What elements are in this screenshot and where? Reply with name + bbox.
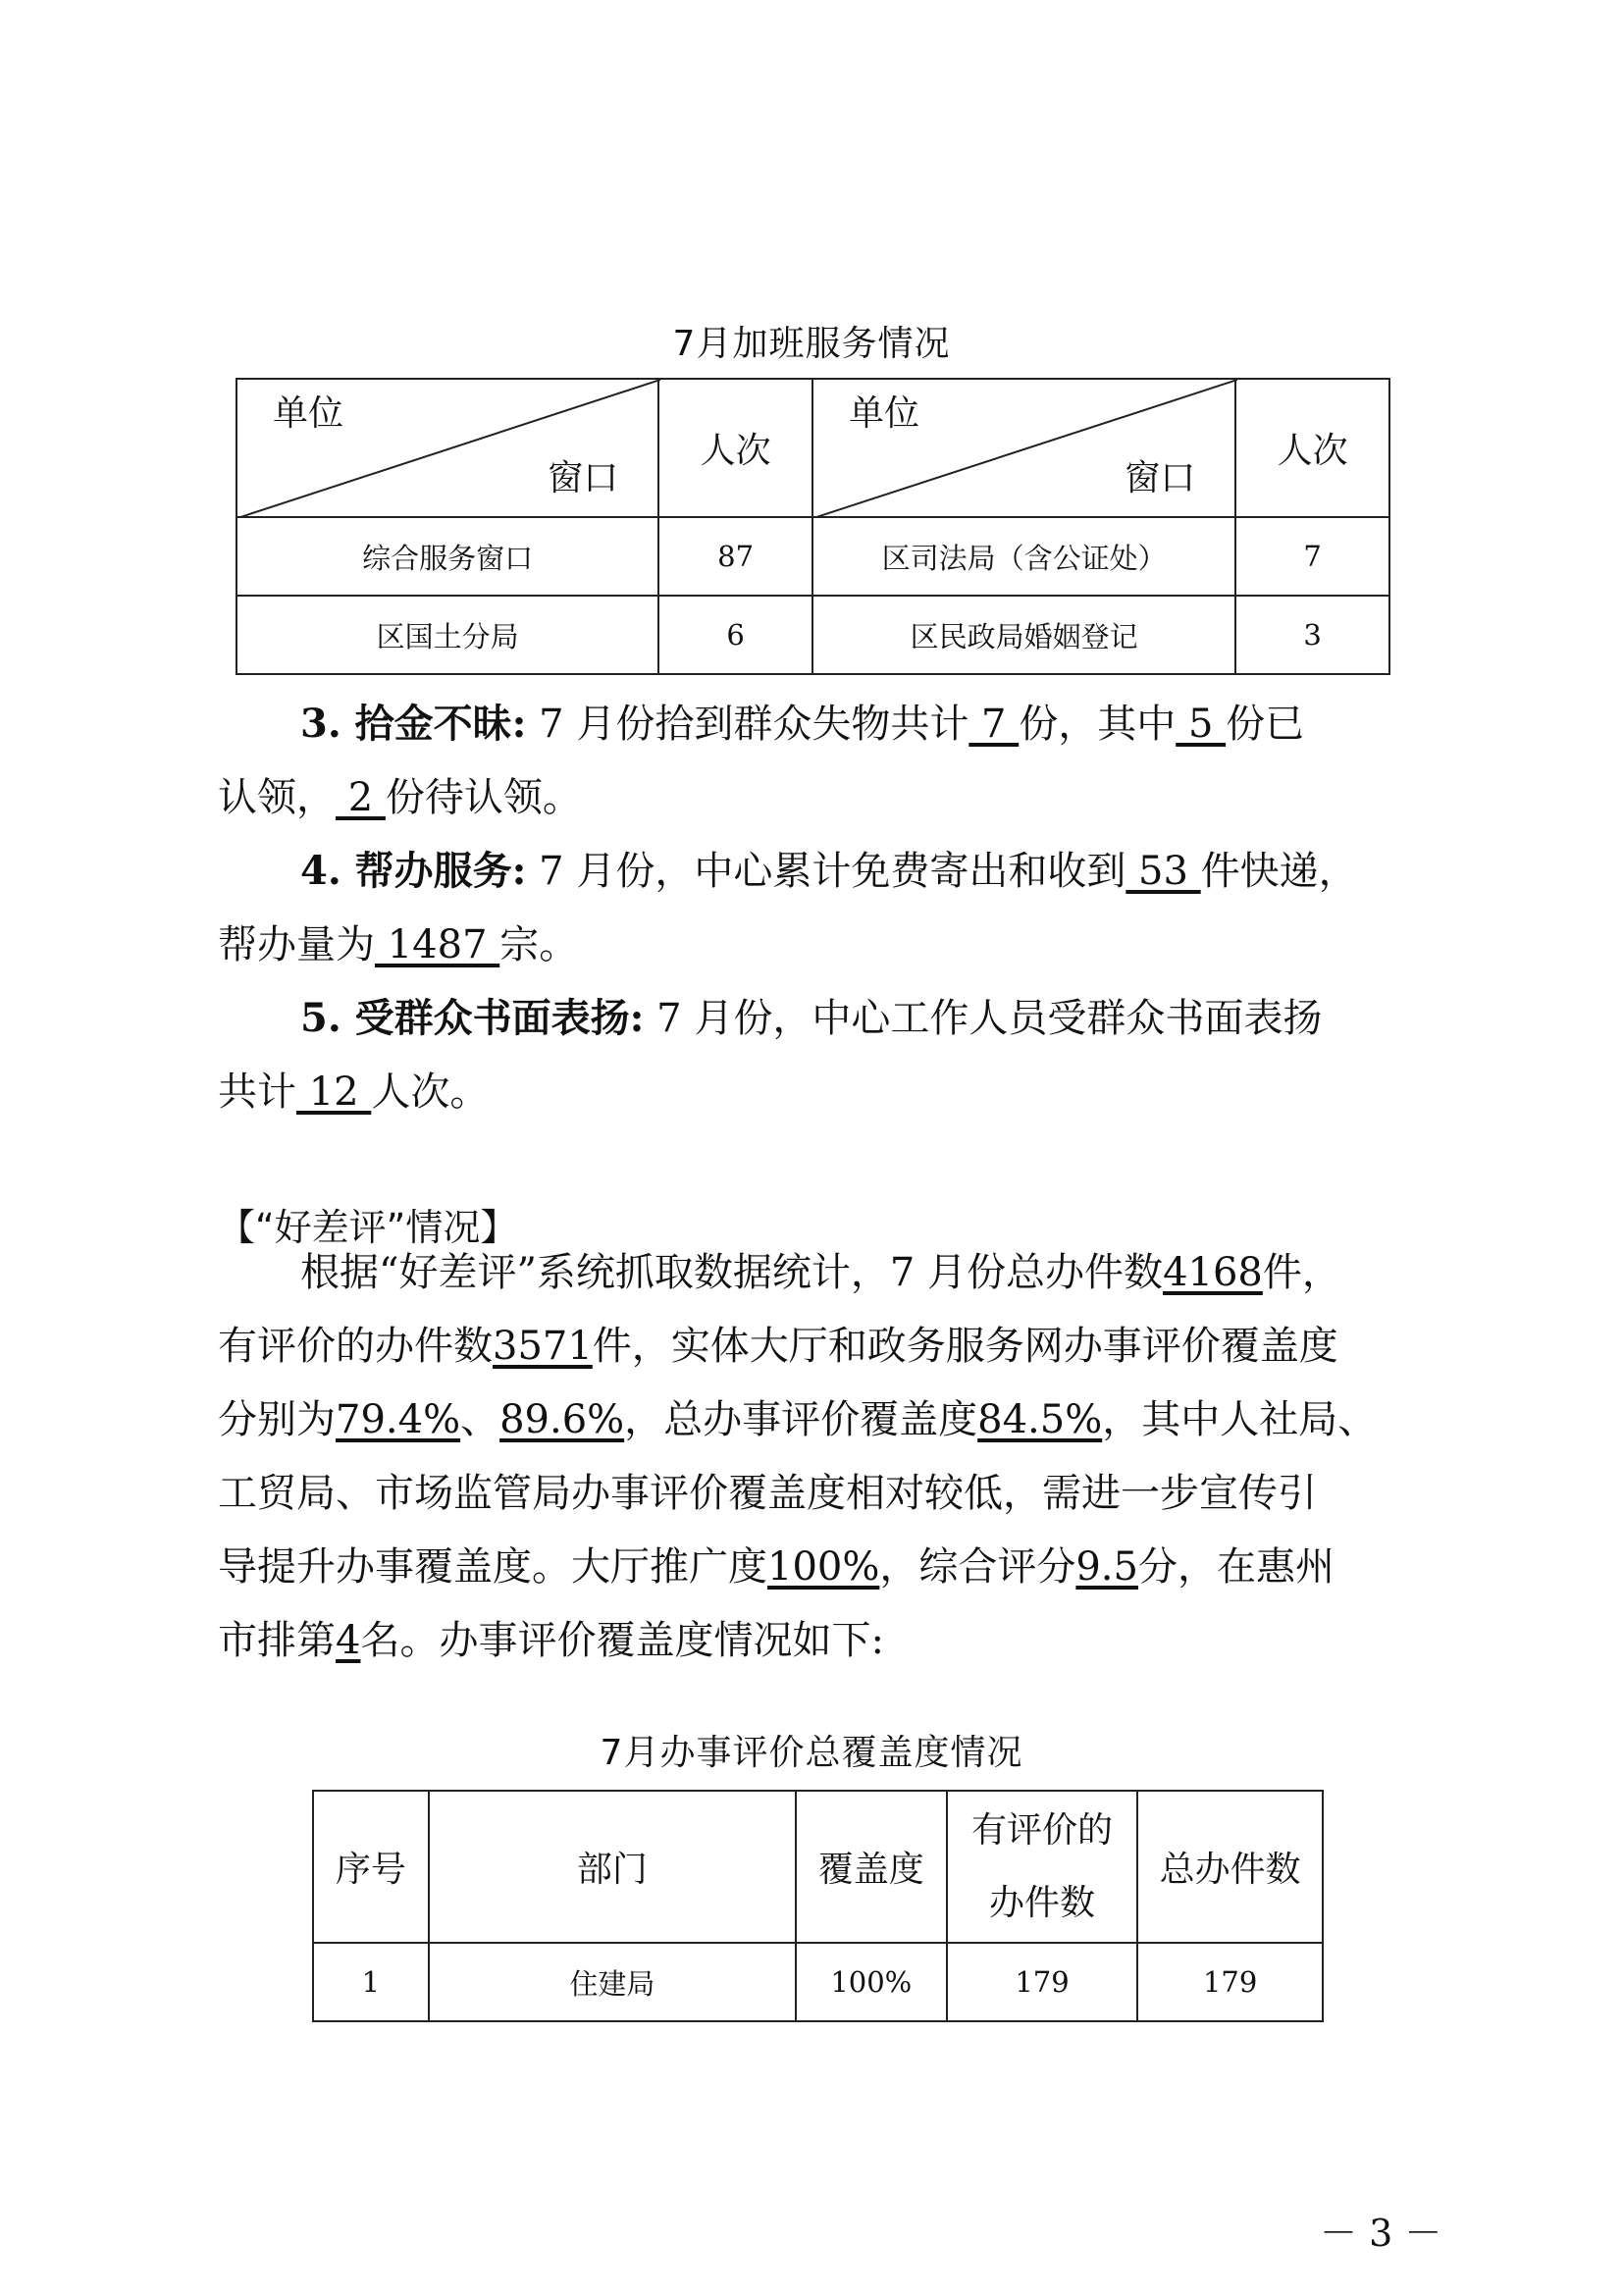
count-value: 3 (1235, 596, 1389, 674)
table-row (236, 517, 1389, 596)
overtime-table (236, 378, 1390, 675)
header-unit: 单位 (273, 393, 344, 434)
seq-value: 1 (313, 1943, 429, 2021)
dept-value: 住建局 (429, 1943, 796, 2021)
header-dept: 部门 (429, 1791, 796, 1943)
window-name: 区国土分局 (236, 596, 658, 674)
header-coverage: 覆盖度 (796, 1791, 947, 1943)
section-title: 【“好差评”情况】 (218, 1206, 518, 1249)
count-value: 6 (658, 596, 812, 674)
header-seq: 序号 (313, 1791, 429, 1943)
header-count: 人次 (658, 379, 812, 517)
overtime-table-header (236, 379, 1389, 517)
header-rated: 有评价的 办件数 (947, 1791, 1138, 1943)
claimed-items: 5 (1176, 702, 1227, 747)
coverage-table (312, 1790, 1324, 2022)
evaluation-paragraph: 根据“好差评”系统抓取数据统计，7 月份总办件数4168件， 有评价的办件数3571件，实体大厅和政务服务网办事评价覆盖度 分别为79.4%、89.6%，总办事评价覆盖度84.5%，其中人社局、 工贸局、市场监管局办事评价覆盖度相对较低，需进一步宣传引 导提升办事覆盖度。大厅推广度100%，综合评分9.5分，在惠州 市排第4名。办事评价覆盖度情况如下: (218, 1250, 1378, 1663)
header-window: 窗口 (548, 458, 619, 498)
table-row (313, 1943, 1323, 2021)
table-row (236, 596, 1389, 674)
hall-coverage: 79.4% (336, 1397, 461, 1442)
express-count: 53 (1126, 849, 1201, 894)
header-window: 窗口 (1125, 458, 1196, 498)
item-5-paragraph: 5. 受群众书面表扬: 7 月份，中心工作人员受群众书面表扬 共计 12 人次。 (218, 995, 1323, 1115)
item-4-heading: 4. 帮办服务: (300, 848, 527, 894)
pending-items: 2 (336, 775, 386, 820)
window-name: 综合服务窗口 (236, 517, 658, 596)
item-5-heading: 5. 受群众书面表扬: (300, 995, 645, 1041)
window-name: 区民政局婚姻登记 (812, 596, 1235, 674)
praise-count: 12 (296, 1070, 372, 1115)
diagonal-header-cell (236, 379, 658, 517)
item-3-paragraph: 3. 拾金不昧: 7 月份拾到群众失物共计 7 份，其中 5 份已 认领， 2 份待认领。 (218, 701, 1305, 820)
total-value: 179 (1137, 1943, 1323, 2021)
rated-cases: 3571 (493, 1324, 593, 1369)
count-value: 87 (658, 517, 812, 596)
header-count: 人次 (1235, 379, 1389, 517)
item-3-heading: 3. 拾金不昧: (300, 701, 527, 747)
header-total: 总办件数 (1137, 1791, 1323, 1943)
rated-value: 179 (947, 1943, 1138, 2021)
promotion-rate: 100% (767, 1544, 880, 1590)
total-cases: 4168 (1163, 1250, 1263, 1295)
table2-caption: 7月办事评价总覆盖度情况 (600, 1733, 1023, 1773)
table1-caption: 7月加班服务情况 (672, 324, 951, 364)
assist-count: 1487 (375, 922, 500, 967)
city-rank: 4 (336, 1618, 361, 1663)
window-name: 区司法局（含公证处） (812, 517, 1235, 596)
overall-coverage: 84.5% (977, 1397, 1103, 1442)
coverage-value: 100% (796, 1943, 947, 2021)
count-value: 7 (1235, 517, 1389, 596)
page-number: － 3 － (1320, 2212, 1442, 2255)
diagonal-header-cell (812, 379, 1235, 517)
lost-items-total: 7 (969, 702, 1020, 747)
overall-score: 9.5 (1075, 1544, 1138, 1590)
item-4-paragraph: 4. 帮办服务: 7 月份，中心累计免费寄出和收到 53 件快递， 帮办量为 1487 宗。 (218, 848, 1358, 967)
online-coverage: 89.6% (499, 1397, 625, 1442)
header-unit: 单位 (848, 393, 919, 434)
coverage-table-header (313, 1791, 1323, 1943)
